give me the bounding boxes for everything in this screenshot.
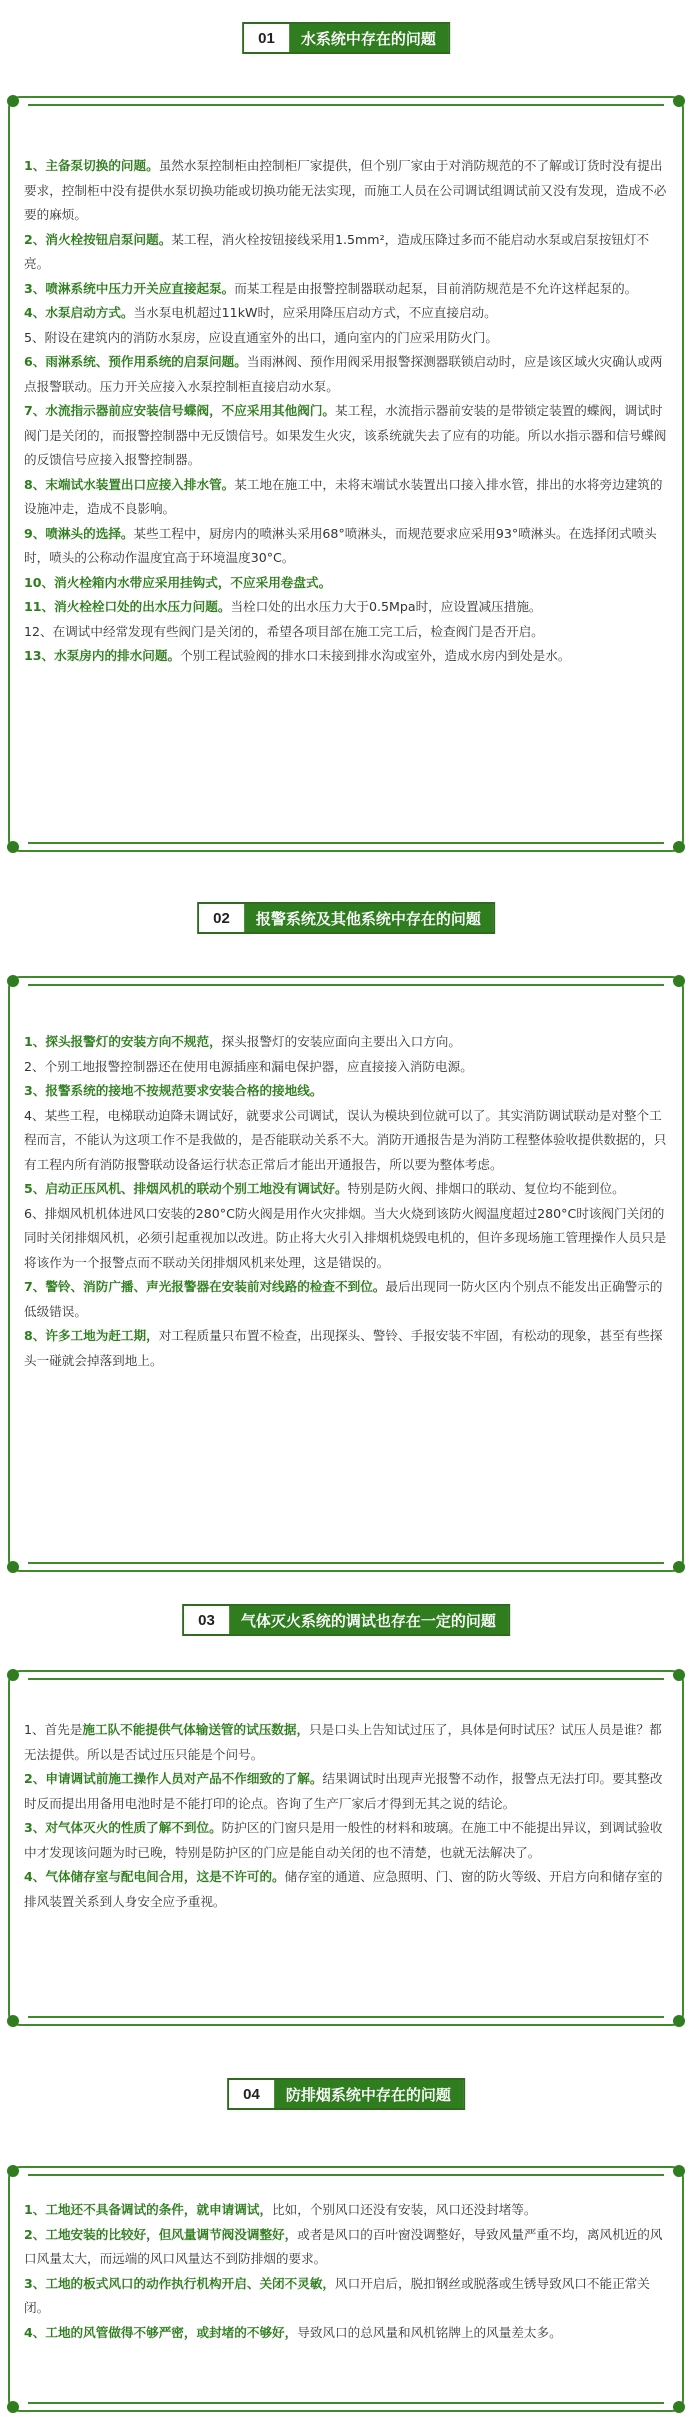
paragraph [24,1055,670,1080]
body-text: 虽然水泵控制柜由控制柜厂家提供，但个别厂家由于对消防规范的不了解或订货时没有提出要求，控制柜中没有提供水泵切换功能或切换功能无法实现，而施工人员在公司调试组调试前又没有发现，造成不必要的麻烦。 [24,158,667,222]
divider [28,2016,664,2018]
section-3-number: 03 [184,1606,229,1634]
highlight-text: 3、喷淋系统中压力开关应直接起泵。 [24,280,235,296]
section-4 [0,2064,692,2422]
paragraph [24,2198,670,2223]
body-text: 某工程，消火栓按钮接线采用1.5mm²，造成压降过多而不能启动水泵或启泵按钮灯不亮。 [24,231,650,271]
divider [28,2174,664,2176]
paragraph [24,399,670,473]
body-text: 个别工程试验阀的排水口未接到排水沟或室外，造成水房内到处是水。 [180,648,571,663]
paragraph [24,1177,670,1202]
section-2-box [8,976,684,1572]
section-4-number: 04 [229,2080,274,2108]
paragraph [24,228,670,277]
paragraph [24,522,670,571]
highlight-text: 4、气体储存室与配电间合用，这是不许可的。 [24,1869,285,1884]
highlight-text: 3、工地的板式风口的动作执行机构开启、关闭不灵敏， [24,2275,336,2291]
body-text: 当雨淋阀、预作用阀采用报警探测器联锁启动时，应是该区域火灾确认或两点报警联动。压力开关应接入水泵控制柜直接启动水泵。 [24,354,663,394]
paragraph [24,1030,670,1055]
highlight-text: 10、消火栓箱内水带应采用挂钩式，不应采用卷盘式。 [24,574,332,590]
divider [28,104,664,106]
section-1-content [24,154,670,669]
corner-dot-icon [7,975,19,987]
paragraph [24,644,670,669]
corner-dot-icon [673,975,685,987]
highlight-text: 2、工地安装的比较好，但风量调节阀没调整好， [24,2226,298,2242]
paragraph [24,1202,670,1276]
highlight-text: 3、对气体灭火的性质了解不到位。 [24,1820,222,1835]
paragraph [24,1767,670,1816]
highlight-text: 施工队不能提供气体输送管的试压数据， [82,1722,310,1737]
section-4-title: 防排烟系统中存在的问题 [274,2080,463,2108]
body-text: 某些工程中，厨房内的喷淋头采用68°喷淋头，而规范要求应采用93°喷淋头。在选择闭式喷头时，喷头的公称动作温度宜高于环境温度30°C。 [24,525,657,565]
corner-dot-icon [673,2165,685,2177]
paragraph [24,620,670,645]
paragraph [24,1718,670,1767]
corner-dot-icon [673,1669,685,1681]
section-2-title: 报警系统及其他系统中存在的问题 [244,904,493,932]
paragraph [24,1104,670,1178]
paragraph [24,2272,670,2321]
body-text: 结果调试时出现声光报警不动作，报警点无法打印。要其整改时反而提出用备用电池时是不能打印的论点。咨询了生产厂家后才得到无其之说的结论。 [24,1771,663,1811]
body-text: 而某工程是由报警控制器联动起泵，目前消防规范是不允许这样起泵的。 [234,280,638,296]
divider [28,1678,664,1680]
highlight-text: 4、水泵启动方式。 [24,305,134,320]
section-4-content [24,2198,670,2345]
paragraph [24,1275,670,1324]
highlight-text: 3、报警系统的接地不按规范要求安装合格的接地线。 [24,1083,323,1098]
corner-dot-icon [673,1561,685,1573]
corner-dot-icon [7,841,19,853]
paragraph [24,1865,670,1914]
body-text: 12、在调试中经常发现有些阀门是关闭的，希望各项目部在施工完工后，检查阀门是否开启。 [24,623,544,639]
corner-dot-icon [7,1561,19,1573]
body-text: 6、排烟风机机体进风口安装的280°C防火阀是用作火灾排烟。当大火烧到该防火阀温度超过280°C时该阀门关闭的同时关闭排烟风机，必须引起重视加以改进。防止将大火引入排烟机烧毁电机的，但许多现场施工管理操作人员只是将该作为一个报警点而不联动关闭排烟风机来处理，这是错误的。 [24,1205,667,1270]
body-text: 特别是防火阀、排烟口的联动、复位均不能到位。 [347,1181,625,1196]
highlight-text: 7、警铃、消防广播、声光报警器在安装前对线路的检查不到位。 [24,1279,386,1294]
paragraph [24,326,670,351]
corner-dot-icon [7,95,19,107]
paragraph [24,595,670,620]
highlight-text: 1、探头报警灯的安装方向不规范， [24,1034,222,1049]
body-text: 对工程质量只布置不检查，出现探头、警铃、手报安装不牢固，有松动的现象，甚至有些探头一碰就会掉落到地上。 [24,1328,663,1368]
highlight-text: 2、消火栓按钮启泵问题。 [24,231,172,247]
paragraph [24,2223,670,2272]
section-3-content [24,1718,670,1914]
paragraph [24,277,670,302]
body-text: 比如，个别风口还没有安装，风口还没封堵等。 [272,2202,537,2217]
section-3-header [182,1604,510,1636]
divider [28,842,664,844]
section-2-number: 02 [199,904,244,932]
corner-dot-icon [673,2015,685,2027]
body-text: 风口开启后，脱扣钢丝或脱落或生锈导致风口不能正常关闭。 [24,2275,650,2315]
highlight-text: 7、水流指示器前应安装信号蝶阀，不应采用其他阀门。 [24,403,336,418]
section-1-title: 水系统中存在的问题 [289,24,448,52]
paragraph [24,301,670,326]
highlight-text: 8、末端试水装置出口应接入排水管。 [24,476,235,492]
body-text: 最后出现同一防火区内个别点不能发出正确警示的低级错误。 [24,1279,663,1319]
highlight-text: 6、雨淋系统、预作用系统的启泵问题。 [24,354,247,369]
body-text: 当栓口处的出水压力大于0.5Mpa时，应设置减压措施。 [230,599,542,614]
highlight-text: 13、水泵房内的排水问题。 [24,648,181,663]
body-text: 或者是风口的百叶窗没调整好，导致风量严重不均，离风机近的风口风量太大，而远端的风口风量达不到防排烟的要求。 [24,2226,663,2266]
highlight-text: 5、启动正压风机、排烟风机的联动个别工地没有调试好。 [24,1181,348,1196]
section-1-box [8,96,684,852]
paragraph [24,1079,670,1104]
paragraph [24,1324,670,1373]
body-text: 某工程，水流指示器前安装的是带锁定装置的蝶阀，调试时阀门是关闭的，而报警控制器中无反馈信号。如果发生火灾，该系统就失去了应有的功能。所以水指示器和信号蝶阀的反馈信号应接入报警控制器。 [24,403,667,467]
highlight-text: 1、主备泵切换的问题。 [24,158,159,173]
highlight-text: 2、申请调试前施工操作人员对产品不作细致的了解。 [24,1771,323,1786]
paragraph [24,473,670,522]
section-2-content [24,1030,670,1373]
body-text: 某工地在施工中，未将末端试水装置出口接入排水管，排出的水将旁边建筑的设施冲走，造成不良影响。 [24,476,663,516]
section-3 [0,1584,692,2040]
corner-dot-icon [673,2401,685,2413]
section-2 [0,880,692,1580]
highlight-text: 11、消火栓栓口处的出水压力问题。 [24,599,231,614]
highlight-text: 9、喷淋头的选择。 [24,525,134,541]
divider [28,984,664,986]
body-text: 4、某些工程，电梯联动迫降未调试好，就要求公司调试，误认为模块到位就可以了。其实消防调试联动是对整个工程而言，不能认为这项工作不是我做的，是否能联动关系不大。消防开通报告是为消防工程整体验收提供数据的，只有工程内所有消防报警联动设备运行状态正常后才能出开通报告，所以要为整体考虑。 [24,1107,667,1172]
section-3-box [8,1670,684,2026]
section-2-header [197,902,495,934]
body-text: 导致风口的总风量和风机铭牌上的风量差太多。 [297,2324,562,2340]
corner-dot-icon [673,95,685,107]
body-text: 储存室的通道、应急照明、门、窗的防火等级、开启方向和储存室的排风装置关系到人身安全应予重视。 [24,1869,663,1909]
paragraph [24,2321,670,2346]
paragraph [24,1816,670,1865]
body-text: 防护区的门窗只是用一般性的材料和玻璃。在施工中不能提出异议，到调试验收中才发现该问题为时已晚，特别是防护区的门应是能自动关闭的也不清楚，也就无法解决了。 [24,1820,663,1860]
divider [28,2402,664,2404]
highlight-text: 4、工地的风管做得不够严密，或封堵的不够好， [24,2324,298,2340]
paragraph [24,350,670,399]
body-text: 1、首先是 [24,1722,83,1737]
section-1-header [242,22,450,54]
highlight-text: 8、许多工地为赶工期， [24,1328,159,1343]
highlight-text: 1、工地还不具备调试的条件，就申请调试， [24,2202,273,2217]
body-text: 2、个别工地报警控制器还在使用电源插座和漏电保护器，应直接接入消防电源。 [24,1058,473,1074]
corner-dot-icon [7,2401,19,2413]
section-4-header [227,2078,465,2110]
paragraph [24,154,670,228]
body-text: 只是口头上告知试过压了，具体是何时试压？试压人员是谁？都无法提供。所以是否试过压只能是个问号。 [24,1722,662,1762]
corner-dot-icon [673,841,685,853]
body-text: 5、附设在建筑内的消防水泵房，应设直通室外的出口，通向室内的门应采用防火门。 [24,329,498,345]
section-1 [0,0,692,860]
corner-dot-icon [7,2015,19,2027]
divider [28,1562,664,1564]
corner-dot-icon [7,2165,19,2177]
section-1-number: 01 [244,24,289,52]
section-4-box [8,2166,684,2412]
corner-dot-icon [7,1669,19,1681]
body-text: 当水泵电机超过11kW时，应采用降压启动方式，不应直接启动。 [133,305,497,320]
body-text: 探头报警灯的安装应面向主要出入口方向。 [221,1034,461,1049]
paragraph [24,571,670,596]
section-3-title: 气体灭火系统的调试也存在一定的问题 [229,1606,508,1634]
